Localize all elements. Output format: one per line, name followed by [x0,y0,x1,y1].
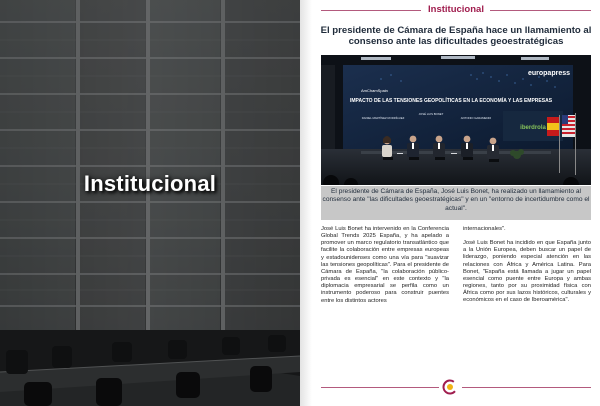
footer-rule-right [462,387,591,388]
right-page [312,0,600,406]
camara-logo-icon [442,379,458,395]
screen-brand-left: AmChamSpain [361,88,388,93]
section-tag: Institucional [428,4,484,15]
header-rule-left [321,10,421,11]
body-paragraph: José Luis Bonet ha incidido en que España junto a la Unión Europea, deben buscar un papel de liderazgo, poniendo especial atención en las relaciones con África y América Latina. Para Bonet, "España está llamada a jugar un papel esencial como puente entre Europa y ambas regiones, tanto por su proximidad física con África como por sus lazos históricos, culturales y económicos en el caso de Iberoamérica". [463,240,591,304]
body-column-right [463,226,591,305]
article-photo [321,55,591,185]
screen-brand-right: europapress [527,70,571,77]
screen-name-1: DANIEL MARTÍNEZ RODRÍGUEZ [361,116,405,120]
body-column-left [321,226,449,305]
sponsor-logo: iberdrola [520,125,546,131]
body-paragraph-continued: internacionales". [463,226,506,232]
header-rule-right [490,10,591,11]
left-page-title: Institucional [83,171,217,196]
screen-name-2: JOSÉ LUIS BONET [418,112,444,116]
body-paragraph: José Luis Bonet ha intervenido en la Conferencia Global Trends 2025 España, y ha apelado a promover un marco regulatorio transatlántico que facilite la colaboración entre empresas europeas y estadounidenses como una vía para "suavizar las tensiones geopolíticas". Para el presidente de Cámara de España, "la colaboración público-privada es esencial" en este contexto y "la diplomacia empresarial se perfila como un instrumento poderoso para construir puentes entre los distintos actores [321,226,449,304]
article-headline: El presidente de Cámara de España hace un llamamiento al consenso ante las dificultades geoestratégicas [320,25,592,47]
screen-title: IMPACTO DE LAS TENSIONES GEOPOLÍTICAS EN LA ECONOMÍA Y LAS EMPRESAS [349,98,553,104]
footer-rule-left [321,387,439,388]
photo-caption: El presidente de Cámara de España, José Luis Bonet, ha realizado un llamamiento al consenso ante "las dificultades geoestratégicas" y en un "entorno de incertidumbre como el actual". [321,186,591,220]
page-gutter [300,0,312,406]
screen-name-3: ANTONIO GARAMENDI [460,116,492,120]
